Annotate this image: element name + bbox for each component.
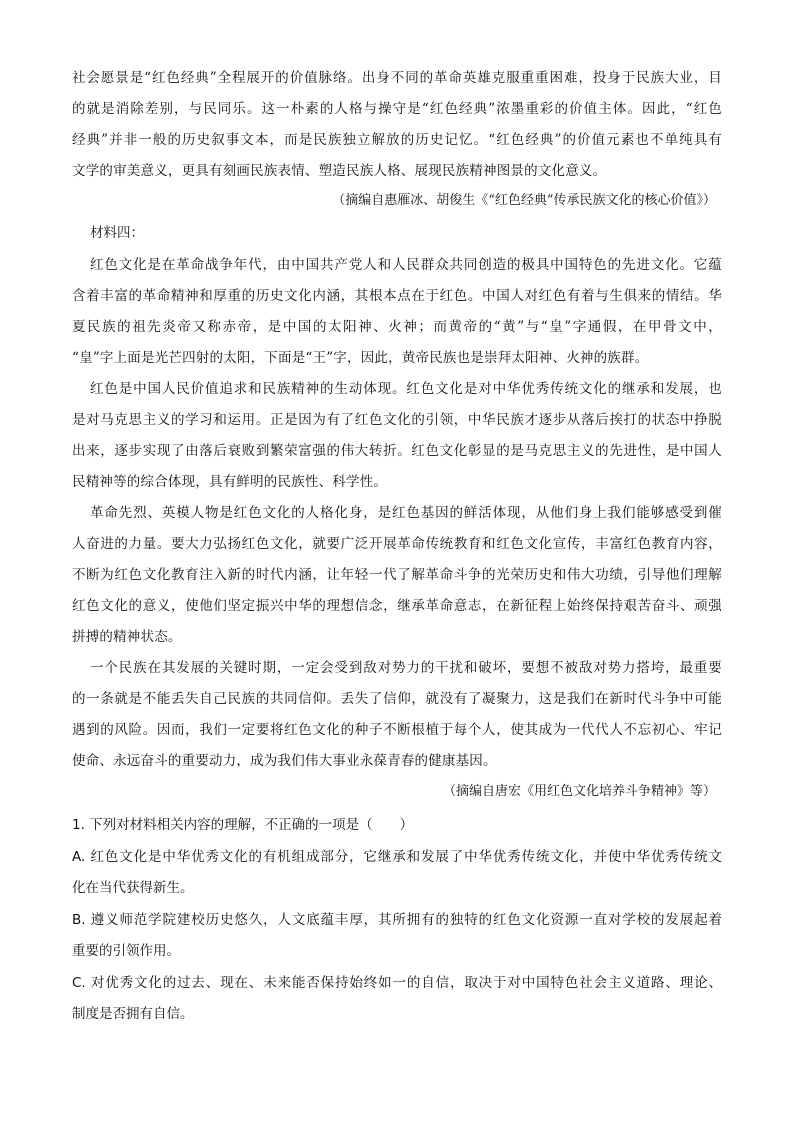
- paragraph-line: 红色文化的意义，使他们坚定振兴中华的理想信念，继承革命意志，在新征程上始终保持艰苦奋斗、顽强: [72, 598, 722, 614]
- option-c: C. 对优秀文化的过去、现在、未来能否保持始终如一的自信，取决于对中国特色社会主义道路、理论、: [72, 975, 722, 991]
- paragraph-line: 革命先烈、英模人物是红色文化的人格化身，是红色基因的鲜活体现，从他们身上我们能够感受到催: [90, 505, 722, 521]
- paragraph-line: 出来，逐步实现了由落后衰败到繁荣富强的伟大转折。红色文化彰显的是马克思主义的先进性，是中国人: [72, 443, 722, 459]
- source-citation: （摘编自唐宏《用红色文化培养斗争精神》等）: [442, 784, 716, 799]
- paragraph-line: 是对马克思主义的学习和运用。正是因为有了红色文化的引领，中华民族才逐步从落后挨打的状态中挣脱: [72, 412, 722, 428]
- section-label: 材料四：: [90, 225, 144, 241]
- paragraph-line: 拼搏的精神状态。: [72, 629, 182, 645]
- option-a-cont: 化在当代获得新生。: [72, 880, 194, 896]
- paragraph-line: 遇到的风险。因而，我们一定要将红色文化的种子不断根植于每个人，使其成为一代代人不忘初心、牢记: [72, 722, 722, 738]
- paragraph-line: “皇”字上面是光芒四射的太阳，下面是“王”字，因此，黄帝民族也是崇拜太阳神、火神的族群。: [72, 350, 649, 366]
- paragraph-line: 夏民族的祖先炎帝又称赤帝，是中国的太阳神、火神；而黄帝的“黄”与“皇”字通假，在甲骨文中，: [72, 319, 722, 335]
- source-citation: （摘编自惠雁冰、胡俊生《“红色经典”传承民族文化的核心价值》）: [332, 193, 716, 208]
- paragraph-line: 的就是消除差别，与民同乐。这一朴素的人格与操守是“红色经典”浓墨重彩的价值主体。因此，“红色: [72, 101, 722, 117]
- paragraph-line: 民精神等的综合体现，具有鲜明的民族性、科学性。: [72, 474, 388, 490]
- option-b: B. 遵义师范学院建校历史悠久，人文底蕴丰厚，其所拥有的独特的红色文化资源一直对学校的发展起着: [72, 912, 722, 928]
- paragraph-line: 经典”并非一般的历史叙事文本，而是民族独立解放的历史记忆。“红色经典”的价值元素也不单纯具有: [72, 132, 722, 148]
- paragraph-line: 社会愿景是“红色经典”全程展开的价值脉络。出身不同的革命英雄克服重重困难，投身于民族大业，目: [72, 70, 722, 86]
- option-b-cont: 重要的引领作用。: [72, 943, 180, 959]
- paragraph-line: 一个民族在其发展的关键时期，一定会受到敌对势力的干扰和破坏，要想不被敌对势力搭垮，最重要: [90, 660, 722, 676]
- paragraph-line: 不断为红色文化教育注入新的时代内涵，让年轻一代了解革命斗争的光荣历史和伟大功绩，引导他们理解: [72, 567, 722, 583]
- paragraph-line: 红色是中国人民价值追求和民族精神的生动体现。红色文化是对中华优秀传统文化的继承和发展，也: [90, 381, 722, 397]
- option-a: A. 红色文化是中华优秀文化的有机组成部分，它继承和发展了中华优秀传统文化，并使中华优秀传统文: [72, 849, 722, 865]
- paragraph-line: 红色文化是在革命战争年代，由中国共产党人和人民群众共同创造的极具中国特色的先进文化。它蕴: [90, 257, 722, 273]
- question-stem: 1. 下列对材料相关内容的理解，不正确的一项是（ ）: [72, 817, 414, 833]
- paragraph-line: 含着丰富的革命精神和厚重的历史文化内涵，其根本点在于红色。中国人对红色有着与生俱来的情结。华: [72, 288, 722, 304]
- paragraph-line: 的一条就是不能丢失自己民族的共同信仰。丢失了信仰，就没有了凝聚力，这是我们在新时代斗争中可能: [72, 691, 722, 707]
- paragraph-line: 文学的审美意义，更具有刻画民族表情、塑造民族人格、展现民族精神图景的文化意义。: [72, 163, 607, 179]
- paragraph-line: 人奋进的力量。要大力弘扬红色文化，就要广泛开展革命传统教育和红色文化宣传，丰富红色教育内容，: [72, 536, 722, 552]
- paragraph-line: 使命、永远奋斗的重要动力，成为我们伟大事业永葆青春的健康基因。: [72, 753, 497, 769]
- option-c-cont: 制度是否拥有自信。: [72, 1006, 194, 1022]
